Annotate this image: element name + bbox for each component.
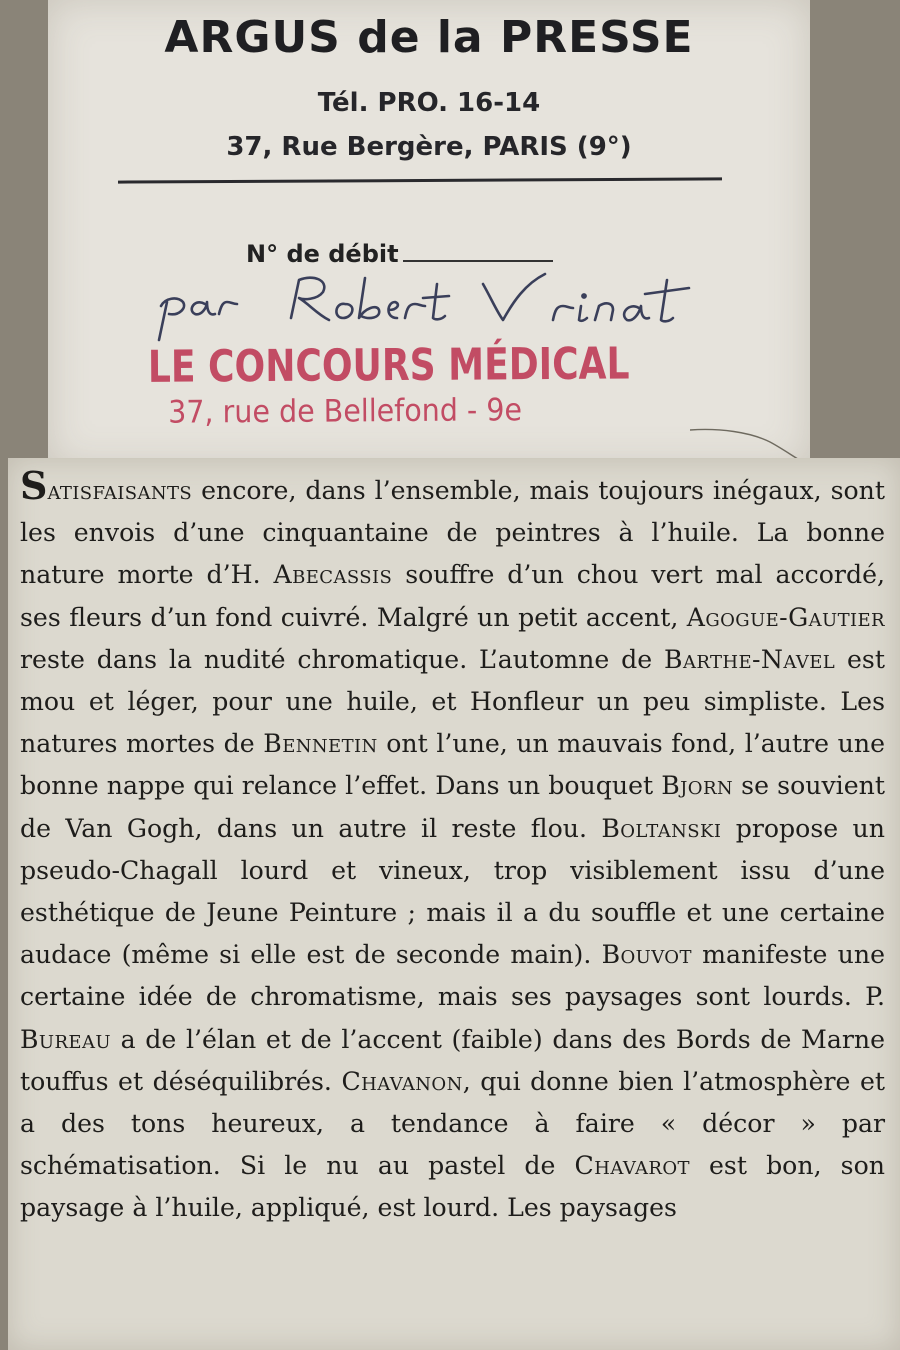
drop-cap: S xyxy=(20,463,48,508)
artist-name: Agogue-Gautier xyxy=(686,602,885,632)
article-text-run: a de l’élan et de l’accent (faible) dans des Bords de Marne touffus et déséquilibrés. xyxy=(20,1024,885,1096)
stamp-address: 37, rue de Bellefond - 9e xyxy=(168,392,523,431)
article-text-run: est mou et léger, pour une huile, et Honfleur un peu simpliste. Les natures mortes de xyxy=(20,644,885,759)
article-text-run: , qui donne bien l’atmosphère et a des tons heureux, a tendance à faire « décor » par schématisation. Si le nu au pastel de xyxy=(20,1066,885,1181)
article-text-run: manifeste une certaine idée de chromatisme, mais ses paysages sont lourds. P. xyxy=(20,940,885,1012)
argus-title: ARGUS de la PRESSE xyxy=(164,12,694,63)
header-divider xyxy=(118,177,722,183)
article-text-run: encore, dans l’ensemble, mais toujours inégaux, sont les envois d’une cinquantaine de peintres à l’huile. La bonne nature morte d’H. xyxy=(20,476,885,590)
artist-name: Abecassis xyxy=(273,560,393,590)
artist-name: Bennetin xyxy=(263,729,378,759)
argus-address: 37, Rue Bergère, PARIS (9°) xyxy=(226,132,632,162)
artist-name: Chavanon xyxy=(341,1066,463,1096)
article-body xyxy=(20,463,886,1230)
rubber-stamp xyxy=(148,338,669,431)
argus-clipping-header xyxy=(48,0,810,468)
article-text-run: se souvient de Van Gogh, dans un autre il reste flou. xyxy=(20,771,885,843)
article-clipping xyxy=(8,458,900,1350)
article-text-run: propose un pseudo-Chagall lourd et vineux, trop visiblement issu d’une esthétique de Jeune Peinture ; mais il a du souffle et une certaine audace (même si elle est de seconde main). xyxy=(20,813,885,970)
argus-phone: Tél. PRO. 16-14 xyxy=(317,88,541,118)
artist-name: Barthe-Navel xyxy=(664,644,836,674)
article-text-run: ont l’une, un mauvais fond, l’autre une bonne nappe qui relance l’effet. Dans un bouquet xyxy=(20,729,885,801)
artist-name: Boltanski xyxy=(601,813,722,843)
artist-name: Chavarot xyxy=(574,1151,690,1181)
artist-name: Bouvot xyxy=(601,940,692,970)
handwritten-signature xyxy=(153,258,693,348)
artist-name: Bjorn xyxy=(661,771,734,801)
debit-label: N° de débit xyxy=(246,240,399,268)
artist-name: Bureau xyxy=(20,1024,111,1054)
article-text-run: est bon, son paysage à l’huile, appliqué, est lourd. Les paysages xyxy=(20,1151,885,1223)
stamp-publication-name: LE CONCOURS MÉDICAL xyxy=(147,338,630,393)
article-text-run: reste dans la nudité chromatique. L’automne de xyxy=(20,644,665,674)
article-text-run: souffre d’un chou vert mal accordé, ses fleurs d’un fond cuivré. Malgré un petit accent, xyxy=(20,560,886,632)
artist-name: atisfaisants xyxy=(47,476,193,505)
